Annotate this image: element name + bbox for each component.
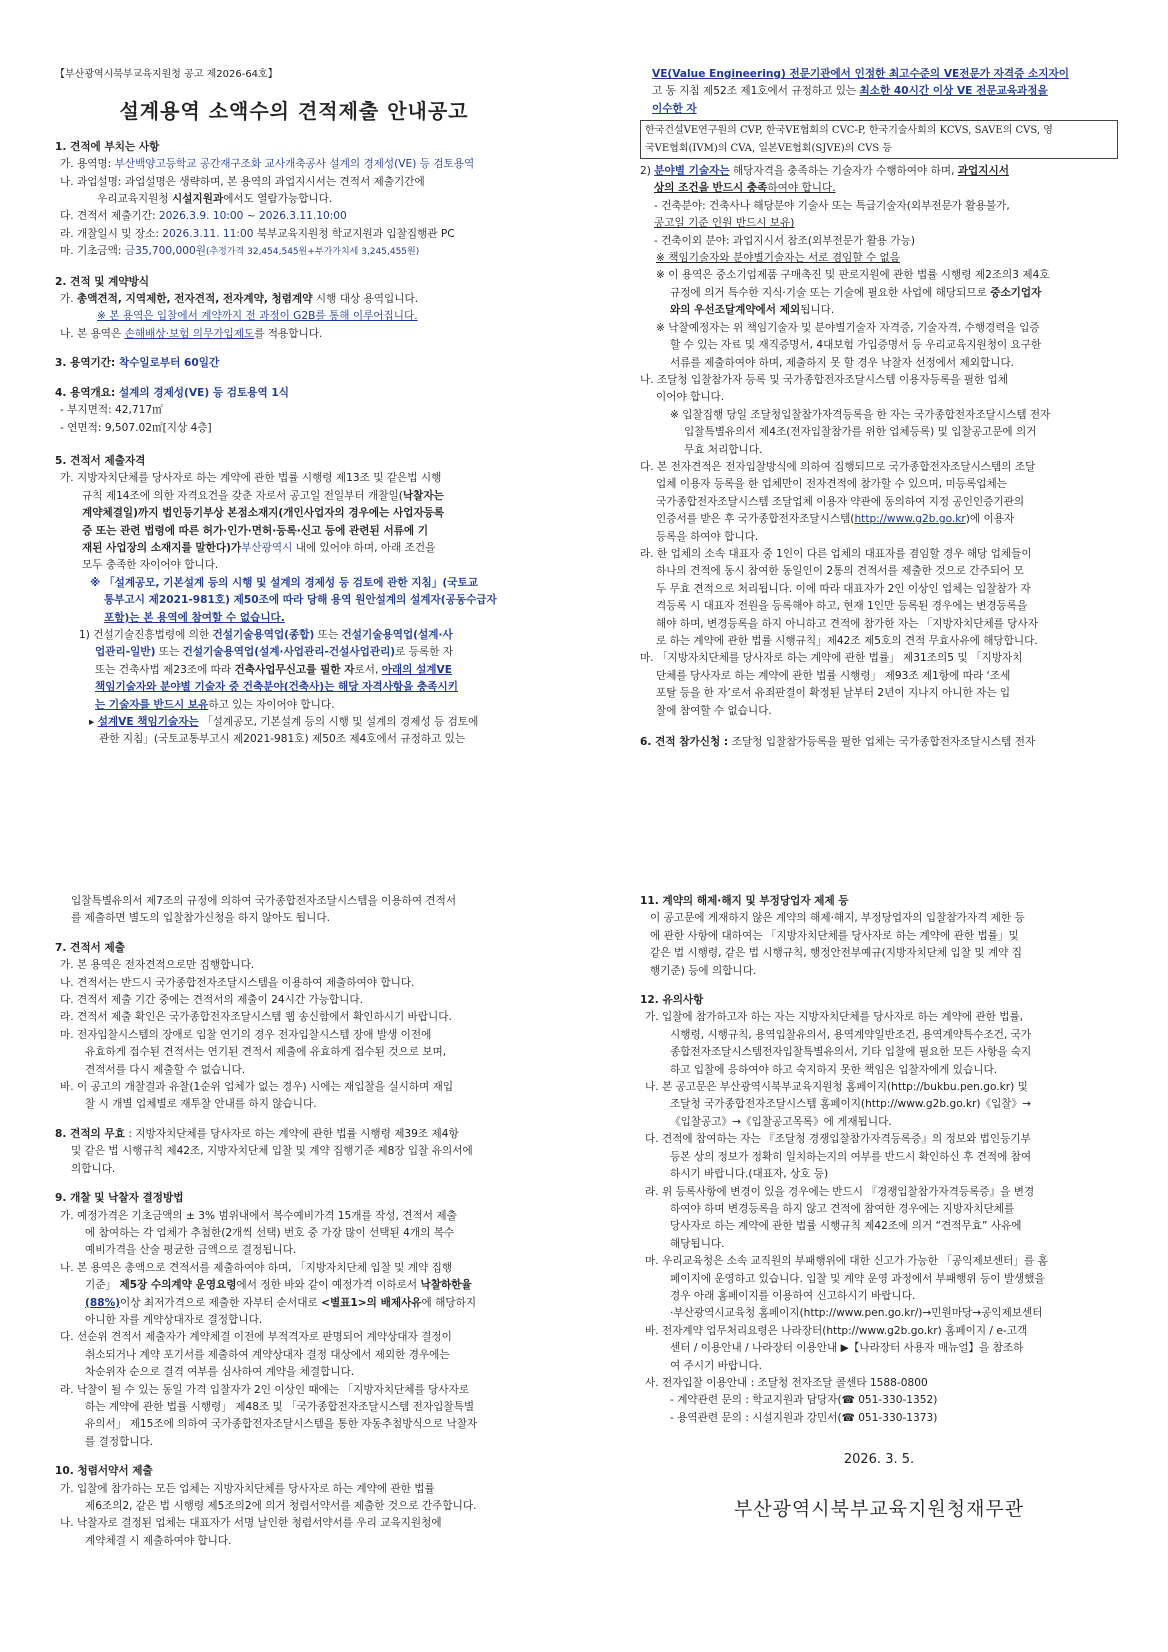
caution-c-2: 등본 상의 정보가 정확히 일치하는지의 여부를 반드시 확인하신 후 견적에 참여 [670,1150,1032,1163]
site-area: - 부지면적: 42,717㎡ [60,404,163,417]
caution-b-3: 《입찰공고》→《입찰공고목록》에 게재됩니다. [670,1115,892,1128]
submission-b: 나. 견적서는 반드시 국가종합전자조달시스템을 이용하여 제출하여야 합니다. [60,976,415,989]
section-1-heading: 1. 견적에 부치는 사항 [55,140,160,153]
caution-e-3: 경우 아래 홈페이지를 이용하여 신고하시기 바랍니다. [670,1289,916,1302]
license-requirement-5: 는 기술자를 반드시 보유하고 있는 자이어야 합니다. [95,698,335,711]
g2b-link[interactable]: http://www.g2b.go.kr [854,513,966,526]
tax-evasion-rule-2: 단체를 당사자로 하는 계약에 관한 법률 시행령」 제93조 제1항에 따라 ‘조세 [656,669,1011,682]
caution-a-3: 종합전자조달시스템전자입찰특별유의서, 기타 입찰에 필요한 모든 사항을 숙지 [670,1046,1032,1059]
task-description-cont: 우리교육지원청 시설지원과에서도 열람가능합니다. [97,193,333,206]
floor-area: - 연면적: 9,507.02㎡[지상 4층] [60,421,212,434]
submission-e-3: 견적서를 다시 제출할 수 없습니다. [85,1063,246,1076]
architecture-field: - 건축분야: 건축사나 해당분야 기술사 또는 특급기술자(외부전문가 활용불가, [654,199,1010,212]
tax-evasion-rule-4: 찰에 참여할 수 없습니다. [656,704,772,717]
caution-a-1: 가. 입찰에 참가하고자 하는 자는 지방자치단체를 당사자로 하는 계약에 관한 법률, [645,1011,1024,1024]
electronic-bid-4: 인증서를 받은 후 국가종합전자조달시스템(http://www.g2b.go.kr)에 이용자 [656,513,1015,526]
caution-e-1: 마. 우리교육청은 소속 교직원의 부패행위에 대한 신고가 가능한 「공익제보센터」를 홈 [645,1255,1048,1268]
representative-rule-4: 격등록 시 대표자 전원을 등록해야 하고, 현재 1인만 등록된 경우에는 변경등록을 [656,600,1028,613]
electronic-bid-5: 등록을 하여야 합니다. [656,530,759,543]
ve-certificate-line-1: 한국건설VE연구원의 CVP, 한국VE협회의 CVC-P, 한국기술사회의 KCVS, SAVE의 CVS, 영 [645,125,1053,137]
award-d-3: 유의서」 제15조에 의하여 국가종합전자조달시스템을 통한 자동추첨방식으로 낙찰자 [85,1418,478,1431]
right-column-bottom [640,893,1118,1518]
award-b-3: (88%)이상 최저가격으로 제출한 자부터 순서대로 <별표1>의 배제사유에 해당하지 [85,1296,477,1309]
service-contact: - 용역관련 문의 : 시설지원과 강민서(☎ 051-330-1373) [670,1411,938,1424]
caution-f-2: 센터 / 이용안내 / 나라장터 이용안내 ▶【나라장터 사용자 매뉴얼】을 참조하 [670,1342,1024,1355]
winner-docs-note-2: 할 수 있는 자료 및 재직증명서, 4대보험 가입증명서 등 우리교육지원청이 요구한 [670,339,1042,352]
submission-e-2: 유효하게 접수된 견적서는 연기된 견적서 제출에 유효하게 접수된 것으로 보며, [85,1046,447,1059]
license-requirement-4: 책임기술자와 분야별 기술자 중 건축분야(건축사)는 해당 자격사항을 충족시키 [95,681,458,694]
caution-d-3: 당사자로 하는 계약에 관한 법률 시행규칙 제42조에 의거 “견적무효” 사유에 [670,1220,1022,1233]
caution-f-3: 여 주시기 바랍니다. [670,1359,762,1372]
no-concurrent-note: ※ 책임기술자와 분야별기술자는 서로 겸임할 수 없음 [656,252,900,265]
notice-number: 【부산광역시북부교육지원청 공고 제2026-64호】 [55,69,278,80]
notice-date: 2026. 3. 5. [843,1452,915,1468]
electronic-bid-2: 업체 이용자 등록을 한 업체만이 전자견적에 참가할 수 있으며, 미등록업체는 [656,478,1007,491]
submission-e-1: 마. 전자입찰시스템의 장애로 입찰 연기의 경우 전자입찰시스템 장애 발생 이전에 [60,1028,432,1041]
winner-docs-note-1: ※ 낙찰예정자는 위 책임기술자 및 분야별기술자 자격증, 기술자격, 수행경력을 입증 [656,321,1040,334]
field-technician-line-2: 상의 조건을 반드시 충족하여야 합니다. [654,182,836,195]
designer-exclusion-note-3: 포함)는 본 용역에 참여할 수 없습니다. [104,611,285,624]
caution-d-2: 하여야 하며 변경등록을 하지 않고 견적에 참여한 경우에는 지방자치단체를 [670,1202,1015,1215]
award-c-1: 다. 선순위 견적서 제출자가 계약체결 이전에 부적격자로 판명되어 계약상대자 결정이 [60,1331,452,1344]
section-5-heading: 5. 견적서 제출자격 [55,454,146,467]
page-title: 설계용역 소액수의 견적제출 안내공고 [119,99,469,124]
sme-note-1: ※ 이 용역은 중소기업제품 구매촉진 및 판로지원에 관한 법률 시행령 제2조의3 제4호 [656,269,1050,282]
caution-c-3: 하시기 바랍니다.(대표자, 상호 등) [670,1168,829,1181]
section-10-heading: 10. 청렴서약서 제출 [55,1465,153,1478]
termination-4: 행기준) 등에 의합니다. [650,964,757,977]
qualification-line-5: 재된 사업장의 소재지를 말한다)가부산광역시 내에 있어야 하며, 아래 조건을 [82,541,436,554]
termination-1: 이 공고문에 게재하지 않은 계약의 해제·해지, 부정당업자의 입찰참가자격 제한 등 [650,912,1025,925]
termination-3: 같은 법 시행령, 같은 법 시행규칙, 행정안전부예규(지방자치단체 입찰 및 계약 집 [650,947,1023,960]
section-12-heading: 12. 유의사항 [640,994,704,1007]
qualification-line-4: 증 또는 관련 법령에 따른 허가·인가·면허·등록·신고 등에 관련된 서류에 기 [82,524,429,537]
license-requirement-3: 또는 건축사법 제23조에 따라 건축사업무신고를 필한 자로서, 아래의 설계VE [95,663,452,676]
award-b-2: 기준」 제5장 수의계약 운영요령에서 정한 바와 같이 예정가격 이하로서 낙찰하한율 [85,1279,472,1292]
award-c-2: 취소되거나 계약 포기서를 제출하여 계약상대자 결정 대상에서 제외한 경우에는 [85,1348,450,1361]
caution-d-1: 라. 위 등록사항에 변경이 있을 경우에는 반드시 『경쟁입찰참가자격등록증』을 변경 [645,1185,1035,1198]
integrity-a-2: 제6조의2, 같은 법 시행령 제5조의2에 의거 청렴서약서를 제출한 것으로 간주합니다. [85,1500,477,1512]
opening-datetime: 라. 개찰일시 및 장소: 2026.3.11. 11:00 북부교육지원청 학교지원과 입찰집행관 PC [60,227,455,240]
award-d-1: 라. 낙찰이 될 수 있는 동일 가격 입찰자가 2인 이상인 때에는 「지방자치단체를 당사자로 [60,1383,470,1396]
caution-g-1: 사. 전자입찰 이용안내 : 조달청 전자조달 콜센타 1588-0800 [645,1376,928,1389]
electronic-bid-1: 다. 본 전자견적은 전자입찰방식에 의하여 집행되므로 국가종합전자조달시스템의 조달 [640,460,1036,473]
award-d-4: 를 결정합니다. [85,1435,154,1448]
representative-rule-3: 두 무효 견적으로 처리됩니다. 이에 따라 대표자가 2인 이상인 업체는 입찰참가 자 [656,582,1031,595]
caution-a-4: 하고 입찰에 응하여야 하고 숙지하지 못한 책임은 입찰자에게 있습니다. [670,1063,998,1076]
ve-manager-line-2: 관한 지침」(국토교통부고시 제2021-981호) 제50조 제4호에서 규정하고 있는 [99,733,466,746]
electronic-bid-3: 국가종합전자조달시스템 조달업체 이용자 약관에 동의하여 지정 공인인증기관의 [656,495,1025,508]
registration-requirement: 나. 조달청 입찰참가자 등록 및 국가종합전자조달시스템 이용자등록을 필한 업체 [640,373,1009,386]
ve-certificate-box [640,120,1118,159]
left-column-bottom [55,893,533,1550]
integrity-b-2: 계약체결 시 제출하여야 합니다. [85,1534,232,1547]
contract-contact: - 계약관련 문의 : 학교지원과 담당자(☎ 051-330-1352) [670,1394,938,1407]
caution-e-2: 페이지에 운영하고 있습니다. 입찰 및 계약 운영 과정에서 부패행위 등이 발생했을 [670,1272,1045,1285]
integrity-b-1: 나. 낙찰자로 결정된 업체는 대표자가 서명 날인한 청렴서약서를 우리 교육지원청에 [60,1517,442,1530]
ve-expert-line-2: 고 동 지침 제52조 제1호에서 규정하고 있는 최소한 40시간 이상 VE 전문교육과정을 [652,85,1048,98]
section-7-heading: 7. 견적서 제출 [55,941,125,954]
same-day-note-2: 입찰특별유의서 제4조(전자입찰참가를 위한 업체등록) 및 입찰공고문에 의거 [684,426,1037,439]
contract-method: 가. 총액견적, 지역제한, 전자견적, 전자계약, 청렴계약 시행 대상 용역입니다. [60,293,419,306]
award-a-3: 예비가격을 산술 평균한 금액으로 결정됩니다. [85,1244,297,1257]
registration-requirement-cont: 이어야 합니다. [656,391,725,404]
representative-rule-2: 하나의 견적에 동시 참여한 동일인이 2통의 견적서를 제출한 것으로 간주되어 모 [656,565,1024,578]
qualification-line-2: 규칙 제14조에 의한 자격요건을 갖춘 자로서 공고일 전일부터 개찰일(낙찰자는 [82,489,444,502]
award-a-2: 에 참여하는 각 업체가 추첨한(2개씩 선택) 번호 중 가장 많이 선택된 4개의 복수 [85,1226,455,1239]
submission-c: 다. 견적서 제출 기간 중에는 견적서의 제출이 24시간 가능합니다. [60,994,363,1007]
right-column-top [640,66,1118,751]
architecture-field-cont: 공고일 기준 인원 반드시 보유) [654,217,795,230]
service-name: 가. 용역명: 부산백양고등학교 공간재구조화 교사개축공사 설계의 경제성(VE) 등 검토용역 [60,158,475,171]
section-3-heading: 3. 용역기간: 착수일로부터 60일간 [55,357,220,370]
termination-2: 에 관한 사항에 대하여는 「지방자치단체를 당사자로 하는 계약에 관한 법률」및 [650,929,1019,942]
winner-docs-note-3: 서류를 제출하여야 하며, 제출하지 못 할 경우 낙찰자 선정에서 제외합니다. [670,356,1015,369]
section-4-heading: 4. 용역개요: 설계의 경제성(VE) 등 검토용역 1식 [55,386,289,399]
sme-note-2: 규정에 의거 특수한 지식·기술 또는 기술에 필요한 사업에 해당되므로 중소기업자 [670,286,1042,299]
award-b-4: 아니한 자를 계약상대자로 결정합니다. [85,1313,263,1326]
integrity-a-1: 가. 입찰에 참가하는 모든 업체는 지방자치단체를 당사자로 하는 계약에 관한 법률 [60,1482,435,1495]
representative-rule-6: 로 하는 계약에 관한 법률 시행규칙」제42조 제5호의 견적 무효사유에 해당합니다. [656,635,1038,647]
license-requirement-1: 1) 건설기술진흥법령에 의한 건설기술용역업(종합) 또는 건설기술용역업(설계·사 [79,628,453,641]
same-day-note-3: 무효 처리합니다. [684,443,763,456]
participation-cont-2: 를 제출하면 별도의 입찰참가신청을 하지 않아도 됩니다. [71,912,330,925]
representative-rule-1: 라. 한 업체의 소속 대표자 중 1인이 다른 업체의 대표자를 겸임할 경우 해당 업체들이 [640,547,1032,560]
same-day-note-1: ※ 입찰집행 당일 조달청입찰참가자격등록을 한 자는 국가종합전자조달시스템 전자 [670,408,1051,421]
caution-c-1: 다. 견적에 참여하는 자는 『조달청 경쟁입찰참가자격등록증』의 정보와 법인등기부 [645,1133,1031,1146]
ve-manager-line-1: ▸ 설계VE 책임기술자는 「설계공모, 기본설계 등의 시행 및 설계의 경제성 등 검토에 [89,716,479,728]
submission-f-1: 바. 이 공고의 개찰결과 유찰(1순위 업체가 없는 경우) 시에는 재입찰을 실시하며 재입 [60,1081,454,1094]
award-b-1: 나. 본 용역은 총액으로 견적서를 제출하여야 하며, 「지방자치단체 입찰 및 계약 집행 [60,1261,453,1274]
participation-cont-1: 입찰특별유의서 제7조의 규정에 의하여 국가종합전자조달시스템을 이용하여 견적서 [71,895,457,907]
submission-d: 라. 견적서 제출 확인은 국가종합전자조달시스템 웹 송신함에서 확인하시기 바랍니다. [60,1011,452,1024]
submission-a: 가. 본 용역은 전자견적으로만 집행합니다. [60,959,255,972]
field-technician-line-1: 2) 분야별 기술자는 해당자격을 충족하는 기술자가 수행하여야 하며, 과업지시서 [640,165,1009,178]
award-d-2: 하는 계약에 관한 법률 시행령」 제48조 및 「국가종합전자조달시스템 전자입찰특별 [85,1400,475,1413]
invalidity-cont-2: 의합니다. [71,1162,116,1175]
qualification-line-3: 계약체결일)까지 법인등기부상 본점소재지(개인사업자의 경우에는 사업자등록 [82,507,445,520]
representative-rule-5: 해야 하며, 변경등록을 하지 아니하고 견적에 참가한 자는 「지방자치단체를 당사자 [656,617,1038,630]
tax-evasion-rule-1: 마. 「지방자치단체를 당사자로 하는 계약에 관한 법률」 제31조의5 및 「지방자치 [640,652,1023,665]
caution-f-1: 바. 전자계약 업무처리요령은 나라장터(http://www.g2b.go.kr) 홈페이지 / e-고객 [645,1324,1028,1337]
qualification-line-6: 모두 충족한 자이어야 합니다. [82,559,219,572]
base-amount: 마. 기초금액: 금35,700,000원(추정가격 32,454,545원+부가가치세 3,245,455원) [60,245,420,258]
award-c-3: 차순위자 순으로 결격 여부를 심사하여 계약을 체결합니다. [85,1366,355,1379]
caution-e-4: ·부산광역시교육청 홈페이지(http://www.pen.go.kr/)→민원마당→공익제보센터 [670,1307,1043,1320]
ve-expert-line-3: 이수한 자 [652,102,697,115]
section-6-heading: 6. 견적 참가신청 : 조달청 입찰참가등록을 필한 업체는 국가종합전자조달시스템 전자 [640,736,1036,749]
section-9-heading: 9. 개찰 및 낙찰자 결정방법 [55,1192,184,1205]
insurance-clause: 나. 본 용역은 손해배상·보험 의무가입제도를 적용합니다. [60,327,323,340]
qualification-line-1: 가. 지방자치단체를 당사자로 하는 계약에 관한 법률 시행령 제13조 및 같은법 시행 [60,472,442,485]
caution-b-2: 조달청 국가종합전자조달시스템 홈페이지(http://www.g2b.go.kr)《입찰》→ [670,1098,1032,1111]
caution-b-1: 나. 본 공고문은 부산광역시북부교육지원청 홈페이지(http://bukbu.pen.go.kr) 및 [645,1081,1028,1094]
section-2-heading: 2. 견적 및 계약방식 [55,275,150,288]
designer-exclusion-note-1: ※ 「설계공모, 기본설계 등의 시행 및 설계의 경제성 등 검토에 관한 지침」(국토교 [90,576,478,589]
award-a-1: 가. 예정가격은 기초금액의 ± 3% 범위내에서 복수예비가격 15개를 작성, 견적서 제출 [60,1209,457,1222]
ve-expert-line-1: VE(Value Engineering) 전문기관에서 인정한 최고수준의 VE전문가 자격증 소지자이 [652,68,1069,80]
left-column-top [55,66,533,749]
task-description: 나. 과업설명: 과업설명은 생략하며, 본 용역의 과업지시서는 견적서 제출기간에 [60,175,425,188]
issuing-authority: 부산광역시북부교육지원청재무관 [733,1497,1025,1520]
invalidity-cont-1: 및 같은 법 시행규칙 제42조, 지방자치단체 입찰 및 계약 집행기준 제8장 입찰 유의서에 [71,1145,473,1158]
other-field: - 건축이외 분야: 과업지시서 참조(외부전문가 활용 가능) [654,234,915,247]
tax-evasion-rule-3: 포탈 등을 한 자’로서 유죄판결이 확정된 날부터 2년이 지나지 아니한 자는 입 [656,687,1011,700]
submission-f-2: 찰 시 개별 업체별로 재투찰 안내를 하지 않습니다. [85,1098,317,1111]
section-11-heading: 11. 계약의 해제·해지 및 부정당업자 제제 등 [640,895,849,907]
submission-period: 다. 견적서 제출기간: 2026.3.9. 10:00 ~ 2026.3.11.10:00 [60,210,347,223]
designer-exclusion-note-2: 통부고시 제2021-981호) 제50조에 따라 당해 용역 원안설계의 설계자(공동수급자 [104,594,497,607]
caution-a-2: 시행령, 시행규칙, 용역입찰유의서, 용역계약일반조건, 용역계약특수조건, 국가 [670,1028,1032,1041]
section-8-heading: 8. 견적의 무효 : 지방자치단체를 당사자로 하는 계약에 관한 법률 시행령 제39조 제4항 [55,1127,459,1140]
sme-note-3: 와의 우선조달계약에서 제외됩니다. [670,304,835,317]
license-requirement-2: 업관리-일반) 또는 건설기술용역업(설계·사업관리-건설사업관리)로 등록한 자 [95,646,454,659]
caution-d-4: 해당됩니다. [670,1237,725,1250]
g2b-note: ※ 본 용역은 입찰에서 계약까지 전 과정이 G2B를 통해 이루어집니다. [97,310,418,323]
ve-certificate-line-2: 국VE협회(IVM)의 CVA, 일본VE협회(SJVE)의 CVS 등 [645,142,893,154]
